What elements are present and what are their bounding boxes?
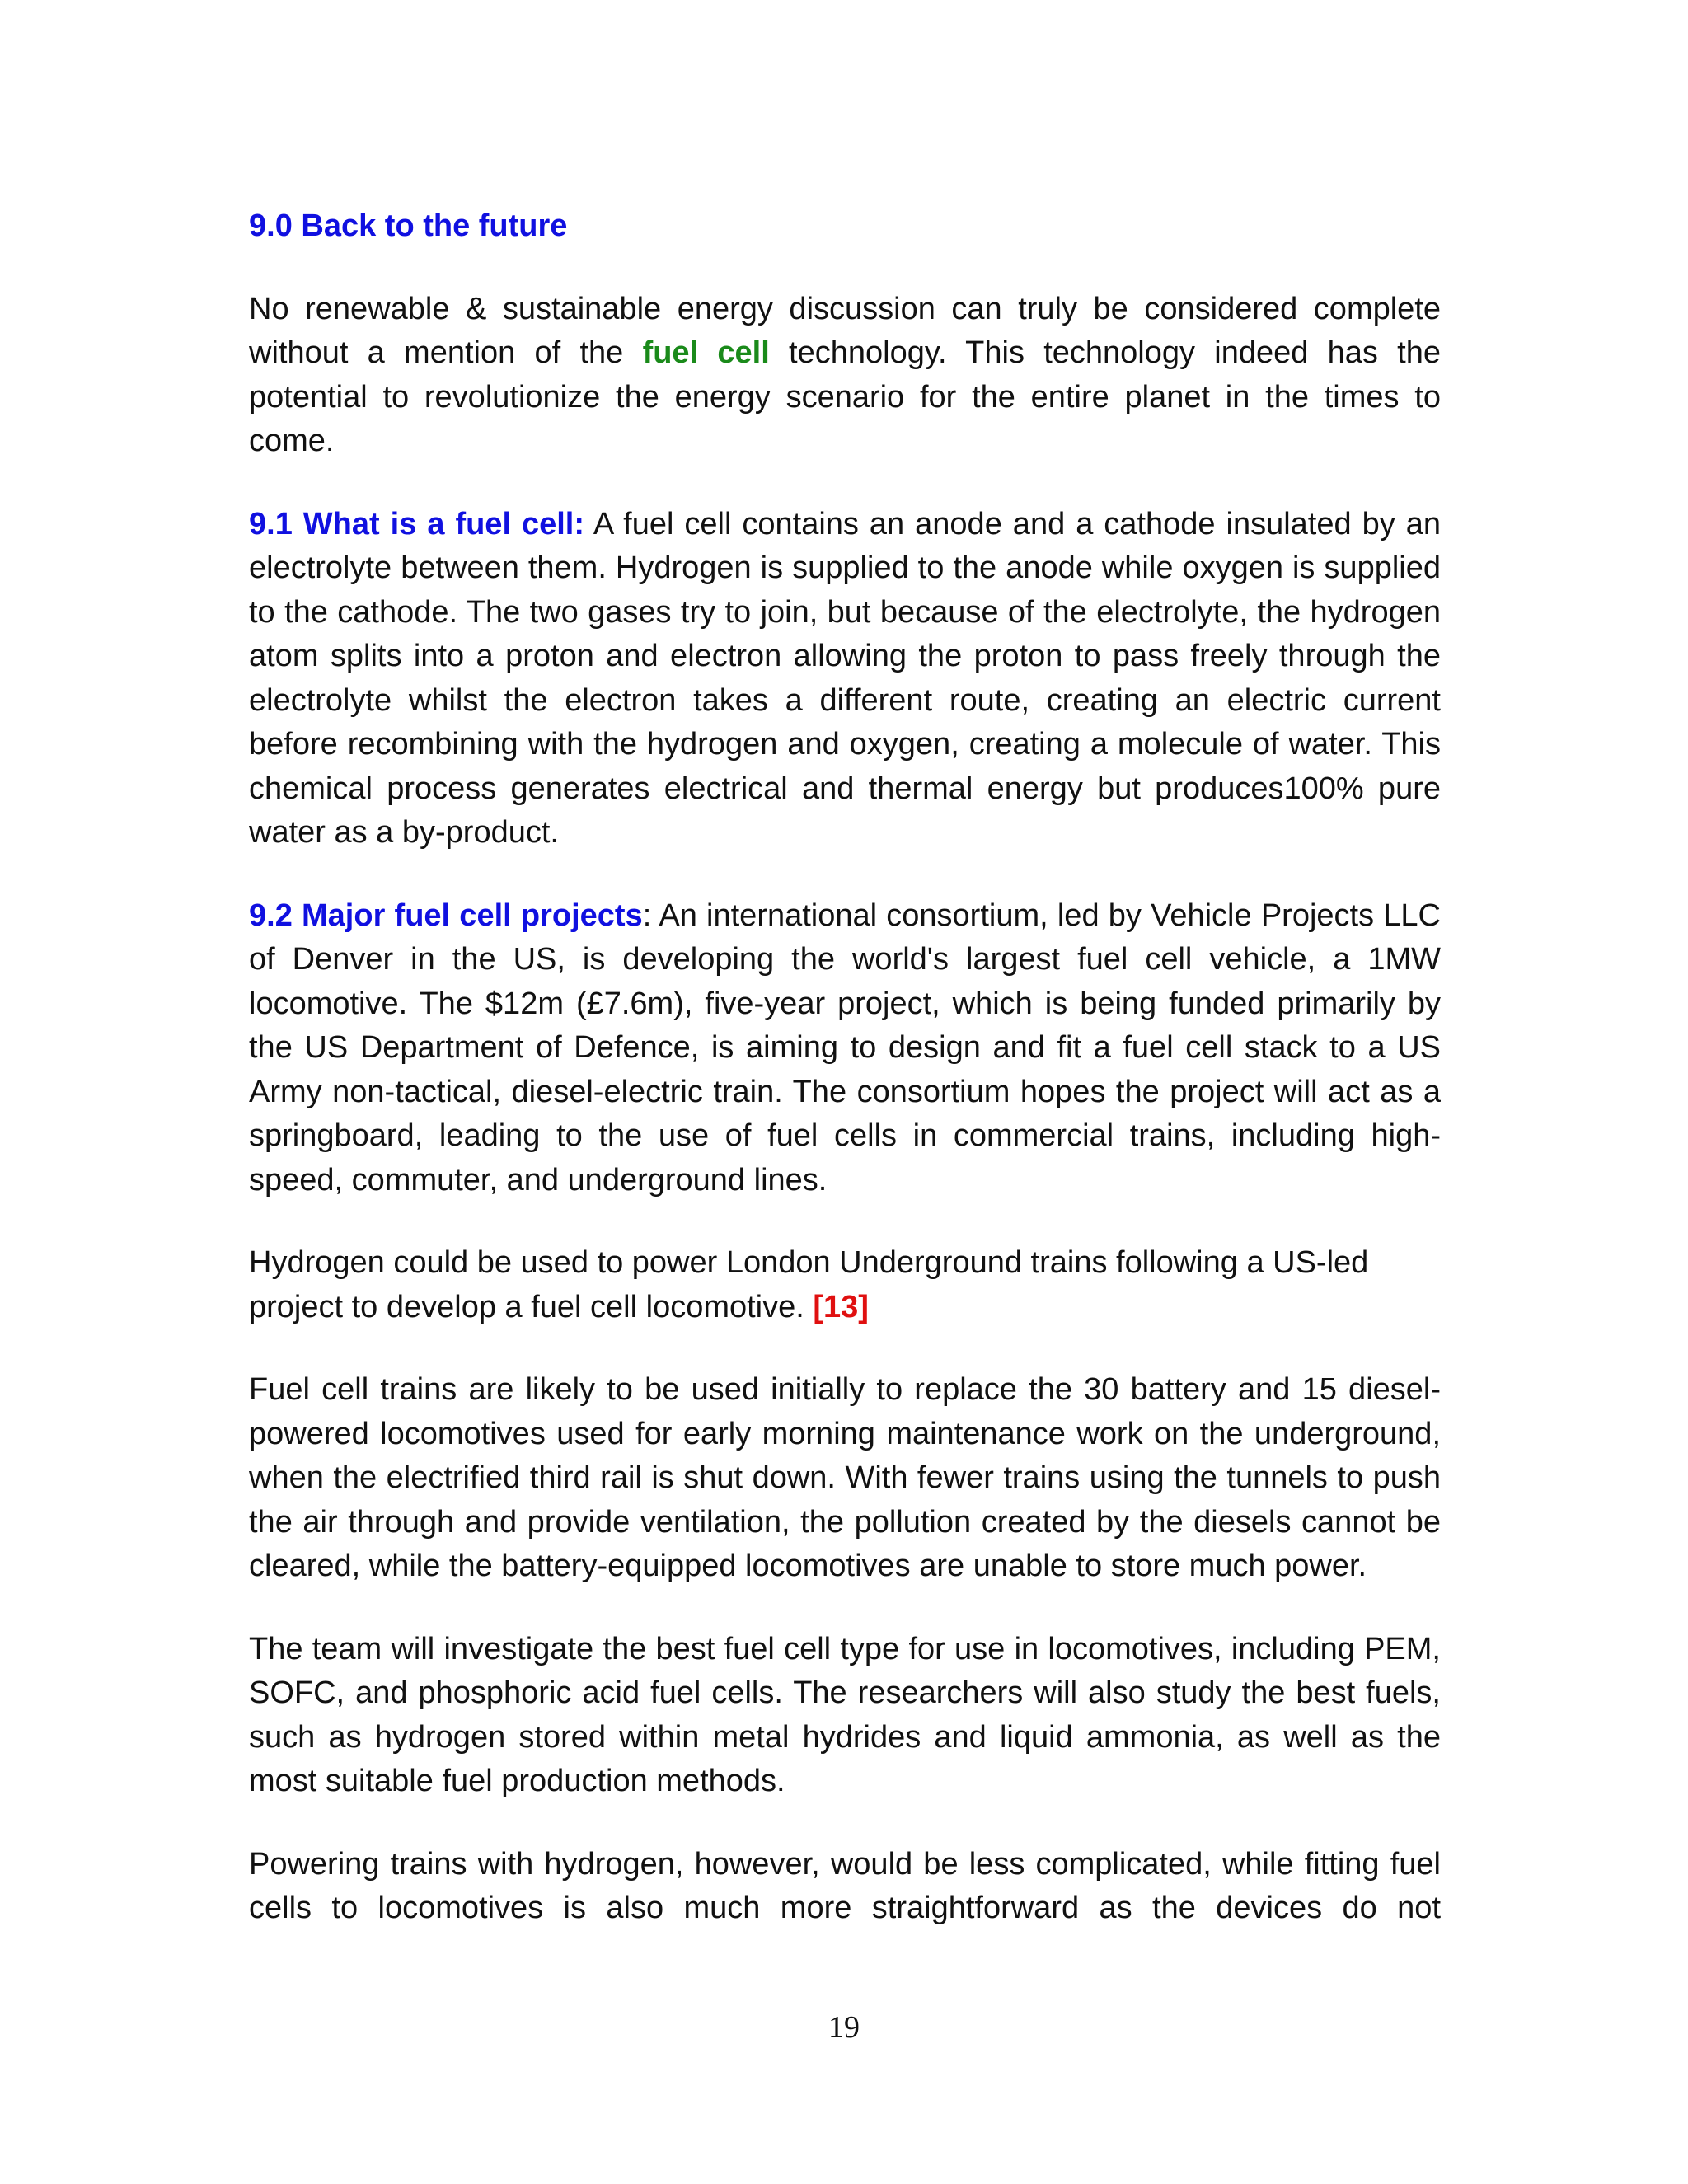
intro-text-end: technology. This technology indeed has the potential to revolutionize the energy scenario for the entire planet in the times to come. xyxy=(249,335,1442,458)
intro-paragraph xyxy=(249,288,1441,464)
major-projects-text: : An international consortium, led by Vehicle Projects LLC of Denver in the US, is developing the world's largest fuel cell vehicle, a 1MW locomotive. The $12m (£7.6m), five-year project, which is being funded primarily by the US Department of Defence, is aiming to design and fit a fuel cell stack to a US Army non-tactical, diesel-electric train. The consortium hopes the project will act as a springboard, leading to the use of fuel cells in commercial trains, including high-speed, commuter, and underground lines. xyxy=(249,898,1441,1197)
team-paragraph: The team will investigate the best fuel cell type for use in locomotives, including PEM, SOFC, and phosphoric acid fuel cells. The researchers will also study the best fuels, such as hydrogen stored within metal hydrides and liquid ammonia, as well as the most suitable fuel production methods. xyxy=(249,1631,1441,1798)
page-number: 19 xyxy=(828,2010,860,2045)
fuel-cell-trains-paragraph: Fuel cell trains are likely to be used initially to replace the 30 battery and 15 diesel-powered locomotives used for early morning maintenance work on the underground, when the electrified third rail is shut down. With fewer trains using the tunnels to push the air through and provide ventilation, the pollution created by the diesels cannot be cleared, while the battery-equipped locomotives are unable to store much power. xyxy=(249,1372,1441,1583)
section-heading: 9.0 Back to the future xyxy=(249,209,568,243)
major-projects-paragraph xyxy=(249,894,1441,1203)
subsection-heading-9-1: 9.1 What is a fuel cell: xyxy=(249,506,585,541)
fuel-cell-highlight: fuel cell xyxy=(642,335,770,370)
hydrogen-paragraph xyxy=(249,1241,1441,1329)
intro-text-start: No renewable & sustainable energy discussion can truly be considered complete without a mention of the xyxy=(249,291,1441,370)
subsection-heading-9-2: 9.2 Major fuel cell projects xyxy=(249,898,643,933)
what-is-fuel-cell-text: A fuel cell contains an anode and a cathode insulated by an electrolyte between them. Hydrogen is supplied to the anode while oxygen is supplied to the cathode. The two gases try to join, but because of the electrolyte, the hydrogen atom splits into a proton and electron allowing the proton to pass freely through the electrolyte whilst the electron takes a different route, creating an electric current before recombining with the hydrogen and oxygen, creating a molecule of water. This chemical process generates electrical and thermal energy but produces100% pure water as a by-product. xyxy=(249,506,1441,850)
hydrogen-text: Hydrogen could be used to power London Underground trains following a US-led project to develop a fuel cell locomotive. xyxy=(249,1245,1369,1324)
page-content xyxy=(249,204,1441,1931)
reference-13: [13] xyxy=(813,1289,869,1324)
what-is-fuel-cell-paragraph xyxy=(249,503,1441,855)
powering-trains-paragraph: Powering trains with hydrogen, however, would be less complicated, while fitting fuel cells to locomotives is also much more straightforward as the devices do not xyxy=(249,1846,1441,1925)
